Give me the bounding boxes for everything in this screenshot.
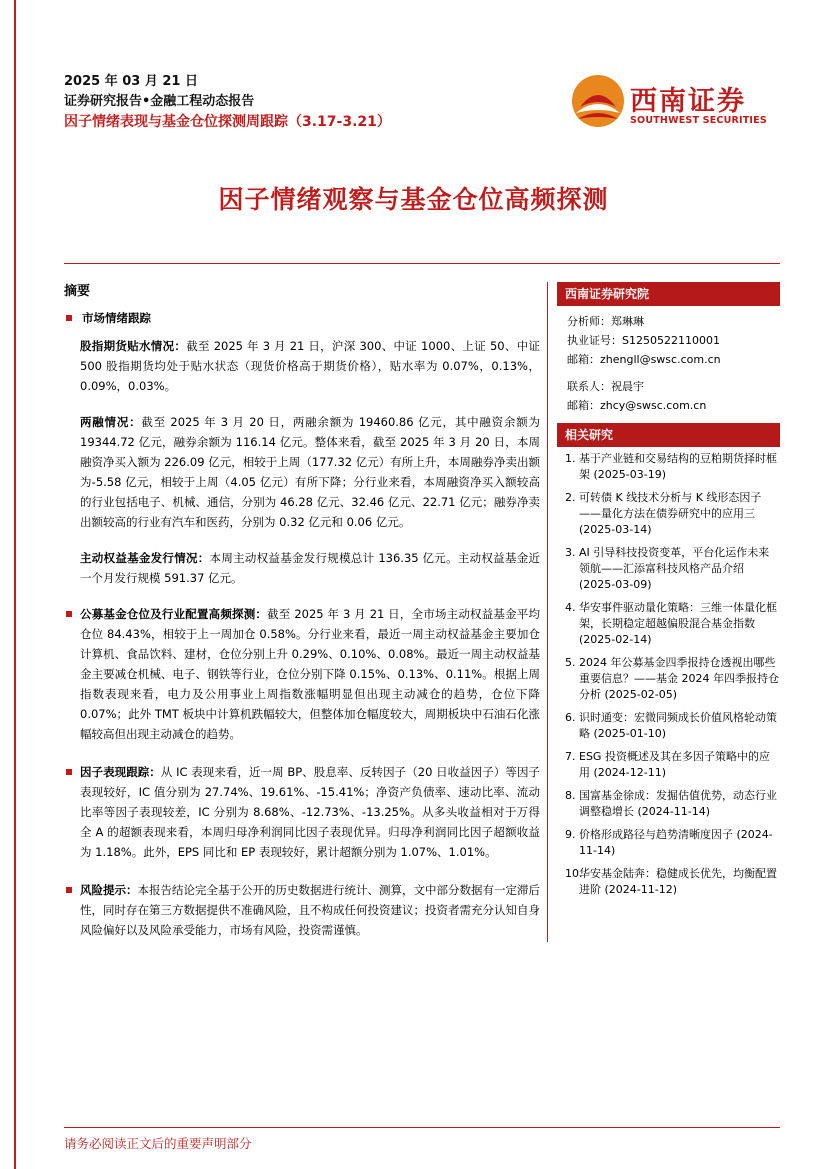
- item-number: 7.: [565, 750, 576, 763]
- abstract-column: [64, 282, 540, 958]
- factor-performance-paragraph: [80, 762, 540, 862]
- item-text: 识时通变：宏微同频成长价值风格轮动策略 (2025-01-10): [579, 711, 777, 740]
- bottom-divider: [64, 1127, 780, 1128]
- bullet-square-icon: [66, 769, 72, 775]
- analyst-cert: 执业证号：S1250522110001: [567, 334, 720, 347]
- analyst-info: [557, 306, 780, 415]
- list-item[interactable]: [565, 827, 780, 859]
- contact-name: 联系人：祝晨宇: [567, 380, 644, 393]
- paragraph-text: 本周主动权益基金发行规模总计 136.35 亿元。主动权益基金近一个月发行规模 591.37 亿元。: [80, 551, 541, 585]
- bullet-square-icon: [66, 611, 72, 617]
- list-item[interactable]: [565, 451, 780, 483]
- related-research: [557, 423, 780, 898]
- item-number: 10.: [565, 867, 583, 880]
- page-title: 因子情绪观察与基金仓位高频探测: [218, 185, 609, 214]
- list-item[interactable]: [565, 655, 780, 703]
- item-text: AI 引导科技投资变革，平台化运作未来领航——汇添富科技风格产品介绍 (2025-03-09): [579, 546, 770, 591]
- paragraph-text: 本报告结论完全基于公开的历史数据进行统计、测算，文中部分数据有一定滞后性，同时存在第三方数据提供不准确风险，且不构成任何投资建议；投资者需充分认知自身风险偏好以及风险承受能力，市场有风险，投资需谨慎。: [80, 883, 540, 937]
- list-item[interactable]: [565, 490, 780, 538]
- related-list: [557, 447, 780, 898]
- futures-discount-paragraph: [80, 336, 540, 396]
- paragraph-label: 股指期货贴水情况：: [80, 339, 187, 353]
- bullet-square-icon: [66, 887, 72, 893]
- paragraph-label: 风险提示：: [80, 883, 138, 897]
- paragraph-label: 公募基金仓位及行业配置高频探测：: [80, 607, 268, 621]
- company-logo: [570, 73, 775, 133]
- logo-name: 西南证券: [630, 86, 746, 117]
- logo-english-name: SOUTHWEST SECURITIES: [630, 115, 767, 126]
- item-number: 2.: [565, 491, 576, 504]
- analyst-name: 分析师：郑琳琳: [567, 315, 644, 328]
- list-item[interactable]: [565, 749, 780, 781]
- bullet-square-icon: [66, 315, 72, 321]
- item-number: 8.: [565, 789, 576, 802]
- paragraph-text: 截至 2025 年 3 月 20 日，两融余额为 19460.86 亿元，其中融资余额为 19344.72 亿元，融券余额为 116.14 亿元。整体来看，截至 2025 年 3 月 20 日，本周融资净买入额为 226.09 亿元，相较于上周（177.32 亿元）有所上升，本周融券净卖出额为-5.58 亿元，相较于上周（4.05 亿元）有所下降；分行业来看，本周融资净买入额较高的行业包括电子、机械、通信，分别为 46.28 亿元、32.46 亿元、22.71 亿元；融券净卖出额较高的行业有汽车和医药，分别为 0.32 亿元和 0.06 亿元。: [80, 415, 540, 529]
- report-type: 证券研究报告•金融工程动态报告: [64, 94, 255, 109]
- column-divider: [547, 282, 548, 942]
- item-text: 华安基金陆奔：稳健成长优先，均衡配置进阶 (2024-11-12): [579, 867, 777, 896]
- item-text: ESG 投资概述及其在多因子策略中的应用 (2024-12-11): [579, 750, 770, 779]
- left-accent-line: [14, 0, 16, 1169]
- fund-issuance-paragraph: [80, 548, 540, 588]
- item-text: 2024 年公募基金四季报持仓透视出哪些重要信息？——基金 2024 年四季报持仓分析 (2025-02-05): [579, 656, 779, 701]
- paragraph-text: 从 IC 表现来看，近一周 BP、股息率、反转因子（20 日收益因子）等因子表现较好，IC 值分别为 27.74%、19.61%、-15.41%；净资产负债率、速动比率、流动比率等因子表现较差，IC 分别为 8.68%、-12.73%、-13.25%。从多头收益相对于万得全 A 的超额表现来看，本周归母净利润同比因子表现优异。归母净利润同比因子超额收益为 1.18%。此外，EPS 同比和 EP 表现较好，累计超额分别为 1.07%、1.01%。: [80, 765, 540, 859]
- paragraph-label: 因子表现跟踪：: [80, 765, 161, 779]
- item-number: 9.: [565, 828, 576, 841]
- item-number: 3.: [565, 546, 576, 559]
- report-date: 2025 年 03 月 21 日: [64, 74, 198, 89]
- footer-disclaimer: 请务必阅读正文后的重要声明部分: [64, 1136, 252, 1151]
- market-section-label: 市场情绪跟踪: [82, 311, 151, 325]
- abstract-heading: 摘要: [64, 284, 91, 299]
- list-item[interactable]: [565, 866, 780, 898]
- list-item[interactable]: [565, 710, 780, 742]
- paragraph-label: 主动权益基金发行情况：: [80, 551, 210, 565]
- item-text: 基于产业链和交易结构的豆粕期货择时框架 (2025-03-19): [579, 452, 777, 481]
- sun-logo-icon: [570, 73, 626, 133]
- institute-header: 西南证券研究院: [557, 282, 780, 306]
- report-series: 因子情绪表现与基金仓位探测周跟踪（3.17-3.21）: [64, 114, 391, 130]
- item-text: 价格形成路径与趋势清晰度因子 (2024-11-14): [579, 828, 773, 857]
- risk-warning-paragraph: [80, 880, 540, 940]
- contact-email[interactable]: 邮箱：zhcy@swsc.com.cn: [567, 399, 707, 412]
- paragraph-text: 截至 2025 年 3 月 21 日，全市场主动权益基金平均仓位 84.43%，相较于上一周加仓 0.58%。分行业来看，最近一周主动权益基金主要加仓计算机、食品饮料、建材，仓位分别上升 0.29%、0.10%、0.08%。最近一周主动权益基金主要减仓机械、电子、钢铁等行业，仓位分别下降 0.15%、0.13%、0.11%。根据上周指数表现来看，电力及公用事业上周指数涨幅明显但出现主动减仓的趋势，仓位下降 0.07%；此外 TMT 板块中计算机跌幅较大，但整体加仓幅度较大，周期板块中石油石化涨幅较高但出现主动减仓的趋势。: [80, 607, 540, 741]
- item-number: 1.: [565, 452, 576, 465]
- paragraph-text: 截至 2025 年 3 月 21 日，沪深 300、中证 1000、上证 50、中证 500 股指期货均处于贴水状态（现货价格高于期货价格），贴水率为 0.07%，0.13%，0.09%，0.03%。: [80, 339, 540, 393]
- item-text: 华安事件驱动量化策略：三维一体量化框架，长期稳定超越偏股混合基金指数 (2025-02-14): [579, 601, 777, 646]
- market-section-heading: [64, 308, 540, 328]
- analyst-email[interactable]: 邮箱：zhengll@swsc.com.cn: [567, 353, 721, 366]
- item-number: 4.: [565, 601, 576, 614]
- sidebar: [557, 282, 780, 905]
- top-divider: [64, 263, 780, 264]
- related-heading: 相关研究: [557, 423, 780, 447]
- item-text: 国富基金徐成：发掘估值优势，动态行业调整稳增长 (2024-11-14): [579, 789, 777, 818]
- margin-trading-paragraph: [80, 412, 540, 532]
- fund-position-paragraph: [80, 604, 540, 744]
- item-number: 6.: [565, 711, 576, 724]
- list-item[interactable]: [565, 545, 780, 593]
- list-item[interactable]: [565, 788, 780, 820]
- paragraph-label: 两融情况：: [80, 415, 142, 429]
- item-text: 可转债 K 线技术分析与 K 线形态因子——量化方法在债券研究中的应用三 (2025-03-14): [579, 491, 762, 536]
- list-item[interactable]: [565, 600, 780, 648]
- item-number: 5.: [565, 656, 576, 669]
- report-header: [64, 72, 524, 132]
